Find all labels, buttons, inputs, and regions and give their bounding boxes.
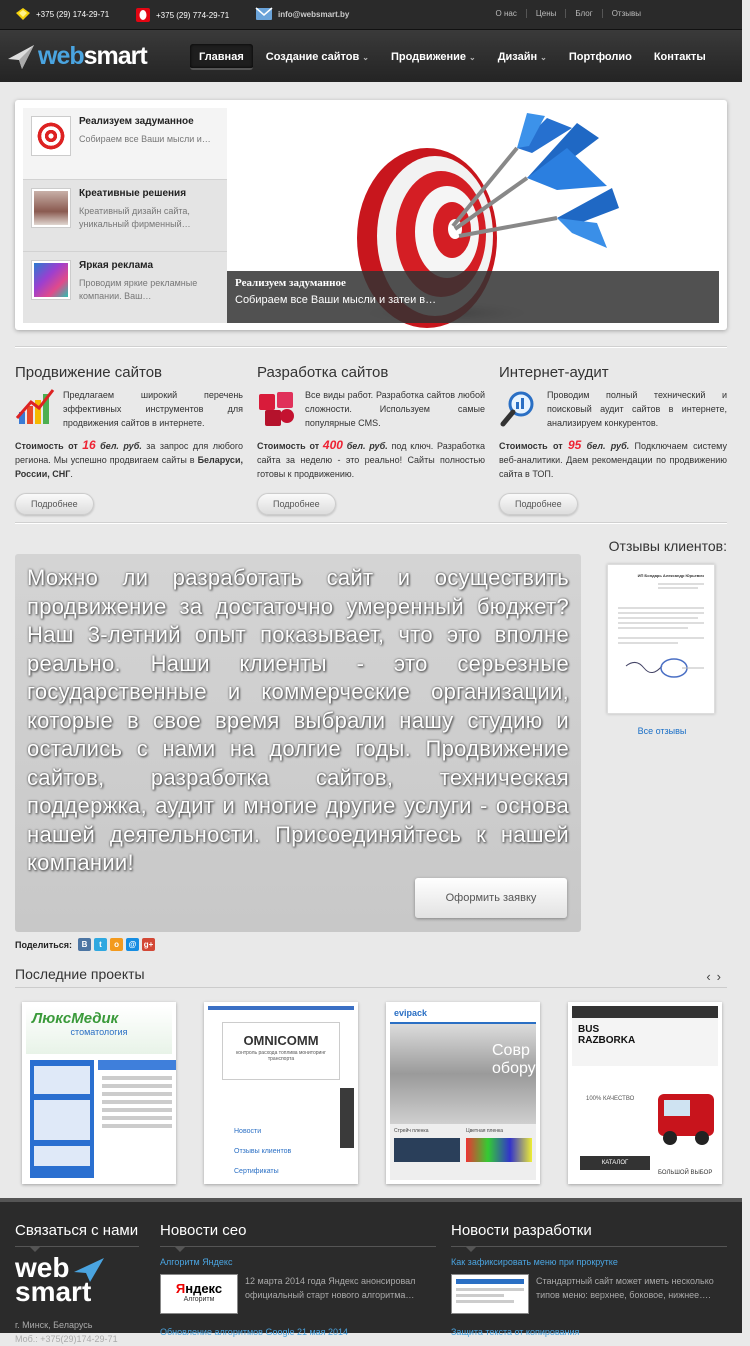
logo-smart: smart [83, 42, 147, 70]
project-hero [390, 1024, 536, 1124]
project-banner [26, 1006, 172, 1054]
promo-text: Можно ли разработать сайт и осуществить продвижение за достаточно умеренный бюджет? Наш 3-летний опыт показывает, что это вполне реально. Наши клиенты - это серьезные государственные и коммерческие организации, которые в свое время выбрали нашу студию и остались с нами на долгие годы. Продвижение сайтов, разработка сайтов, техническая поддержка, аудит и многие другие услуги - основа нашей деятельности. Присоединяйтесь к нашей компании! [27, 565, 569, 875]
main-nav [190, 44, 719, 70]
service-price [257, 438, 485, 481]
slider-item-desc: Проводим яркие рекламные компании. Ваш… [79, 278, 198, 301]
project-sub: Совр обору [492, 1042, 536, 1077]
project-banner [572, 1018, 718, 1066]
all-reviews-link[interactable]: Все отзывы [637, 726, 687, 736]
header [0, 30, 742, 82]
hero-slider [15, 100, 727, 330]
top-nav-prices[interactable]: Цены [526, 9, 566, 18]
nav-home[interactable] [190, 44, 253, 70]
prev-arrow-icon[interactable]: ‹ [706, 969, 717, 984]
footer-contact-title: Связаться с нами [15, 1222, 139, 1239]
project-name: OMNICOMM [243, 1033, 319, 1048]
footer-seo-title: Новости сео [160, 1222, 247, 1239]
dev-news-link[interactable]: Защита текста от копирования [451, 1327, 580, 1337]
mail-icon[interactable]: @ [126, 938, 139, 951]
service-desc-row [15, 388, 243, 430]
price-text: за запрос для любого региона. Мы успешно продвигаем сайты в [15, 441, 243, 465]
nav-site-creation[interactable] [257, 44, 378, 70]
footer-logo-web: web [15, 1252, 70, 1283]
divider [15, 522, 727, 523]
top-nav-reviews[interactable]: Отзывы [602, 9, 650, 18]
service-title: Продвижение сайтов [15, 364, 163, 381]
review-document[interactable] [607, 564, 715, 714]
yandex-letter: Я [175, 1281, 186, 1296]
footer-address2: Моб.: +375(29)174-29-71 [15, 1334, 118, 1344]
service-desc: Все виды работ. Разработка сайтов любой сложности. Используем самые популярные CMS. [305, 390, 485, 428]
project-name: ЛюксМедик [32, 1010, 119, 1027]
price-end: . [70, 469, 73, 479]
projects-nav [706, 969, 727, 984]
project-links [234, 1122, 291, 1182]
nav-portfolio-label: Портфолио [568, 51, 632, 63]
nav-site-creation-label: Создание сайтов [265, 51, 360, 63]
divider [15, 346, 727, 347]
price-number: 95 [568, 438, 582, 452]
nav-contacts-label: Контакты [653, 51, 706, 63]
chart-growth-icon [15, 388, 55, 428]
logo[interactable] [8, 42, 147, 71]
magnifier-icon [499, 388, 539, 428]
slider-thumb [31, 188, 71, 228]
dev-news-thumb[interactable] [451, 1274, 529, 1314]
logo-text [38, 42, 147, 71]
velcom-icon [16, 8, 30, 20]
projects-title: Последние проекты [15, 966, 145, 982]
review-doc-lines [618, 578, 706, 698]
project-name: BUS RAZBORKA [578, 1024, 636, 1046]
project-banner [222, 1022, 340, 1080]
top-nav-about[interactable]: О нас [495, 9, 517, 18]
service-promotion [15, 364, 243, 515]
paper-plane-logo-icon [8, 45, 34, 69]
phone-1[interactable] [16, 8, 109, 20]
slider-item[interactable] [23, 108, 227, 180]
reviews-title: Отзывы клиентов: [608, 538, 727, 554]
service-audit [499, 364, 727, 515]
project-card[interactable] [22, 1002, 176, 1184]
nav-promotion-label: Продвижение [390, 51, 466, 63]
slider-thumb [31, 260, 71, 300]
footer-address: г. Минск, Беларусь [15, 1320, 93, 1330]
slider-main-image[interactable] [227, 108, 719, 323]
project-link: Отзывы клиентов [234, 1148, 292, 1155]
slider-thumb [31, 116, 71, 156]
slider-caption-title: Реализуем задуманное [235, 277, 346, 289]
reviews-block [597, 538, 727, 736]
project-sub: 100% КАЧЕСТВО [586, 1096, 635, 1102]
nav-home-label: Главная [199, 51, 244, 63]
yandex-rest: ндекс [185, 1281, 223, 1296]
more-button[interactable]: Подробнее [499, 493, 578, 515]
email-text: info@websmart.by [278, 9, 350, 19]
slider-caption-desc: Собираем все Ваши мысли и затеи в… [235, 294, 437, 306]
seo-news-link[interactable]: Алгоритм Яндекс [160, 1257, 233, 1267]
service-price [499, 438, 727, 481]
project-tile-label: Цветная пленка [466, 1128, 504, 1134]
dev-news-link[interactable]: Как зафиксировать меню при прокрутке [451, 1257, 618, 1267]
price-prefix: Стоимость от [499, 441, 563, 451]
chevron-down-icon: ⌄ [469, 53, 476, 62]
twitter-icon[interactable]: t [94, 938, 107, 951]
price-number: 16 [82, 438, 96, 452]
promo-box [15, 554, 581, 932]
project-tiles [390, 1124, 536, 1166]
chevron-down-icon: ⌄ [362, 53, 369, 62]
service-price [15, 438, 243, 481]
project-content [98, 1060, 176, 1178]
project-card[interactable] [568, 1002, 722, 1184]
email-link[interactable] [256, 8, 349, 20]
project-card[interactable] [386, 1002, 540, 1184]
project-footer: БОЛЬШОЙ ВЫБОР [658, 1170, 713, 1176]
service-desc: Проводим полный технический и поисковый аудит сайтов в интернете, анализируем конкурентов. [547, 390, 727, 428]
slider-list [23, 108, 227, 323]
share-label: Поделиться: [15, 939, 73, 950]
seo-news-thumb[interactable] [160, 1274, 238, 1314]
slider-item-desc: Собираем все Ваши мысли и… [79, 134, 211, 144]
project-tile-label: Стрейч пленка [394, 1128, 429, 1134]
price-prefix: Стоимость от [15, 441, 78, 451]
logo-web: web [38, 42, 84, 70]
slider-caption [227, 271, 719, 323]
price-bold: Беларуси, России, СНГ [15, 455, 243, 479]
project-sub: контроль расхода топлива мониторинг транспорта [236, 1050, 326, 1062]
project-name: evipack [394, 1008, 428, 1018]
slider-item-desc: Креативный дизайн сайта, уникальный фирменный… [79, 206, 191, 229]
share-bar [15, 938, 155, 951]
slider-item-title: Яркая реклама [79, 260, 154, 271]
envelope-icon [256, 8, 272, 20]
footer-divider [160, 1246, 436, 1247]
price-unit: бел. руб. [586, 441, 630, 451]
project-sub: стоматология [70, 1027, 128, 1037]
service-desc-row [499, 388, 727, 430]
service-desc-row [257, 388, 485, 430]
price-text: Подключаем систему веб-аналитики. Даем рекомендации по продвижению сайта в ТОП. [499, 441, 727, 479]
top-bar [0, 0, 742, 30]
vk-icon[interactable]: В [78, 938, 91, 951]
dev-news-text: Стандартный сайт может иметь несколько типов меню: верхнее, боковое, нижнее…. [536, 1276, 714, 1300]
next-arrow-icon[interactable]: › [716, 969, 727, 984]
project-banner [390, 1006, 536, 1024]
project-sidebar [30, 1060, 94, 1178]
price-unit: бел. руб. [100, 441, 142, 451]
chevron-down-icon: ⌄ [540, 53, 547, 62]
phone-2[interactable] [136, 8, 229, 22]
price-number: 400 [322, 438, 343, 452]
nav-design-label: Дизайн [497, 51, 538, 63]
top-nav [487, 9, 650, 18]
footer-dev-title: Новости разработки [451, 1222, 592, 1239]
googleplus-icon[interactable]: g+ [143, 940, 154, 949]
odnoklassniki-icon[interactable]: о [110, 938, 123, 951]
seo-news-link[interactable]: Обновление алгоритмов Google 21 мая 2014 [160, 1327, 349, 1337]
slider-item-title: Реализуем задуманное [79, 116, 194, 127]
project-link: Сертификаты [234, 1168, 279, 1175]
service-title: Разработка сайтов [257, 364, 389, 381]
nav-design[interactable] [489, 44, 556, 70]
paper-plane-logo-icon [74, 1258, 104, 1282]
price-unit: бел. руб. [346, 441, 388, 451]
nav-contacts[interactable] [645, 44, 715, 70]
project-card[interactable] [204, 1002, 358, 1184]
project-link: Новости [234, 1128, 262, 1135]
phone-2-text: +375 (29) 774-29-71 [156, 10, 230, 20]
project-catalog: КАТАЛОГ [580, 1156, 650, 1170]
slider-item[interactable] [23, 252, 227, 324]
footer-logo-smart: smart [15, 1276, 92, 1307]
seo-news-text: 12 марта 2014 года Яндекс анонсировал официальный старт нового алгоритма… [245, 1276, 416, 1300]
footer-divider [15, 1246, 139, 1247]
service-title: Интернет-аудит [499, 364, 609, 381]
service-desc: Предлагаем широкий перечень эффективных инструментов для продвижения сайтов в интернете. [63, 390, 243, 428]
price-text: под ключ. Разработка сайта за неделю - это реально! Сайты полностью готовы к продвижению. [257, 441, 485, 479]
slider-item-title: Креативные решения [79, 188, 187, 199]
price-prefix: Стоимость от [257, 441, 320, 451]
nav-promotion[interactable] [382, 44, 485, 70]
top-nav-blog[interactable]: Блог [565, 9, 601, 18]
slider-item[interactable] [23, 180, 227, 252]
footer-divider [451, 1246, 727, 1247]
mts-icon [136, 8, 150, 22]
service-development [257, 364, 485, 515]
puzzle-icon [257, 388, 297, 428]
seo-thumb-sub: Алгоритм [183, 1296, 215, 1303]
more-button[interactable]: Подробнее [15, 493, 94, 515]
phone-1-text: +375 (29) 174-29-71 [36, 9, 110, 19]
nav-portfolio[interactable] [560, 44, 641, 70]
order-button[interactable]: Оформить заявку [415, 878, 567, 918]
projects-header [15, 966, 727, 988]
van-image [656, 1080, 716, 1150]
more-button[interactable]: Подробнее [257, 493, 336, 515]
footer [0, 1198, 742, 1344]
review-doc-header: ИП Бондарь Александр Юрьевич [637, 573, 704, 578]
